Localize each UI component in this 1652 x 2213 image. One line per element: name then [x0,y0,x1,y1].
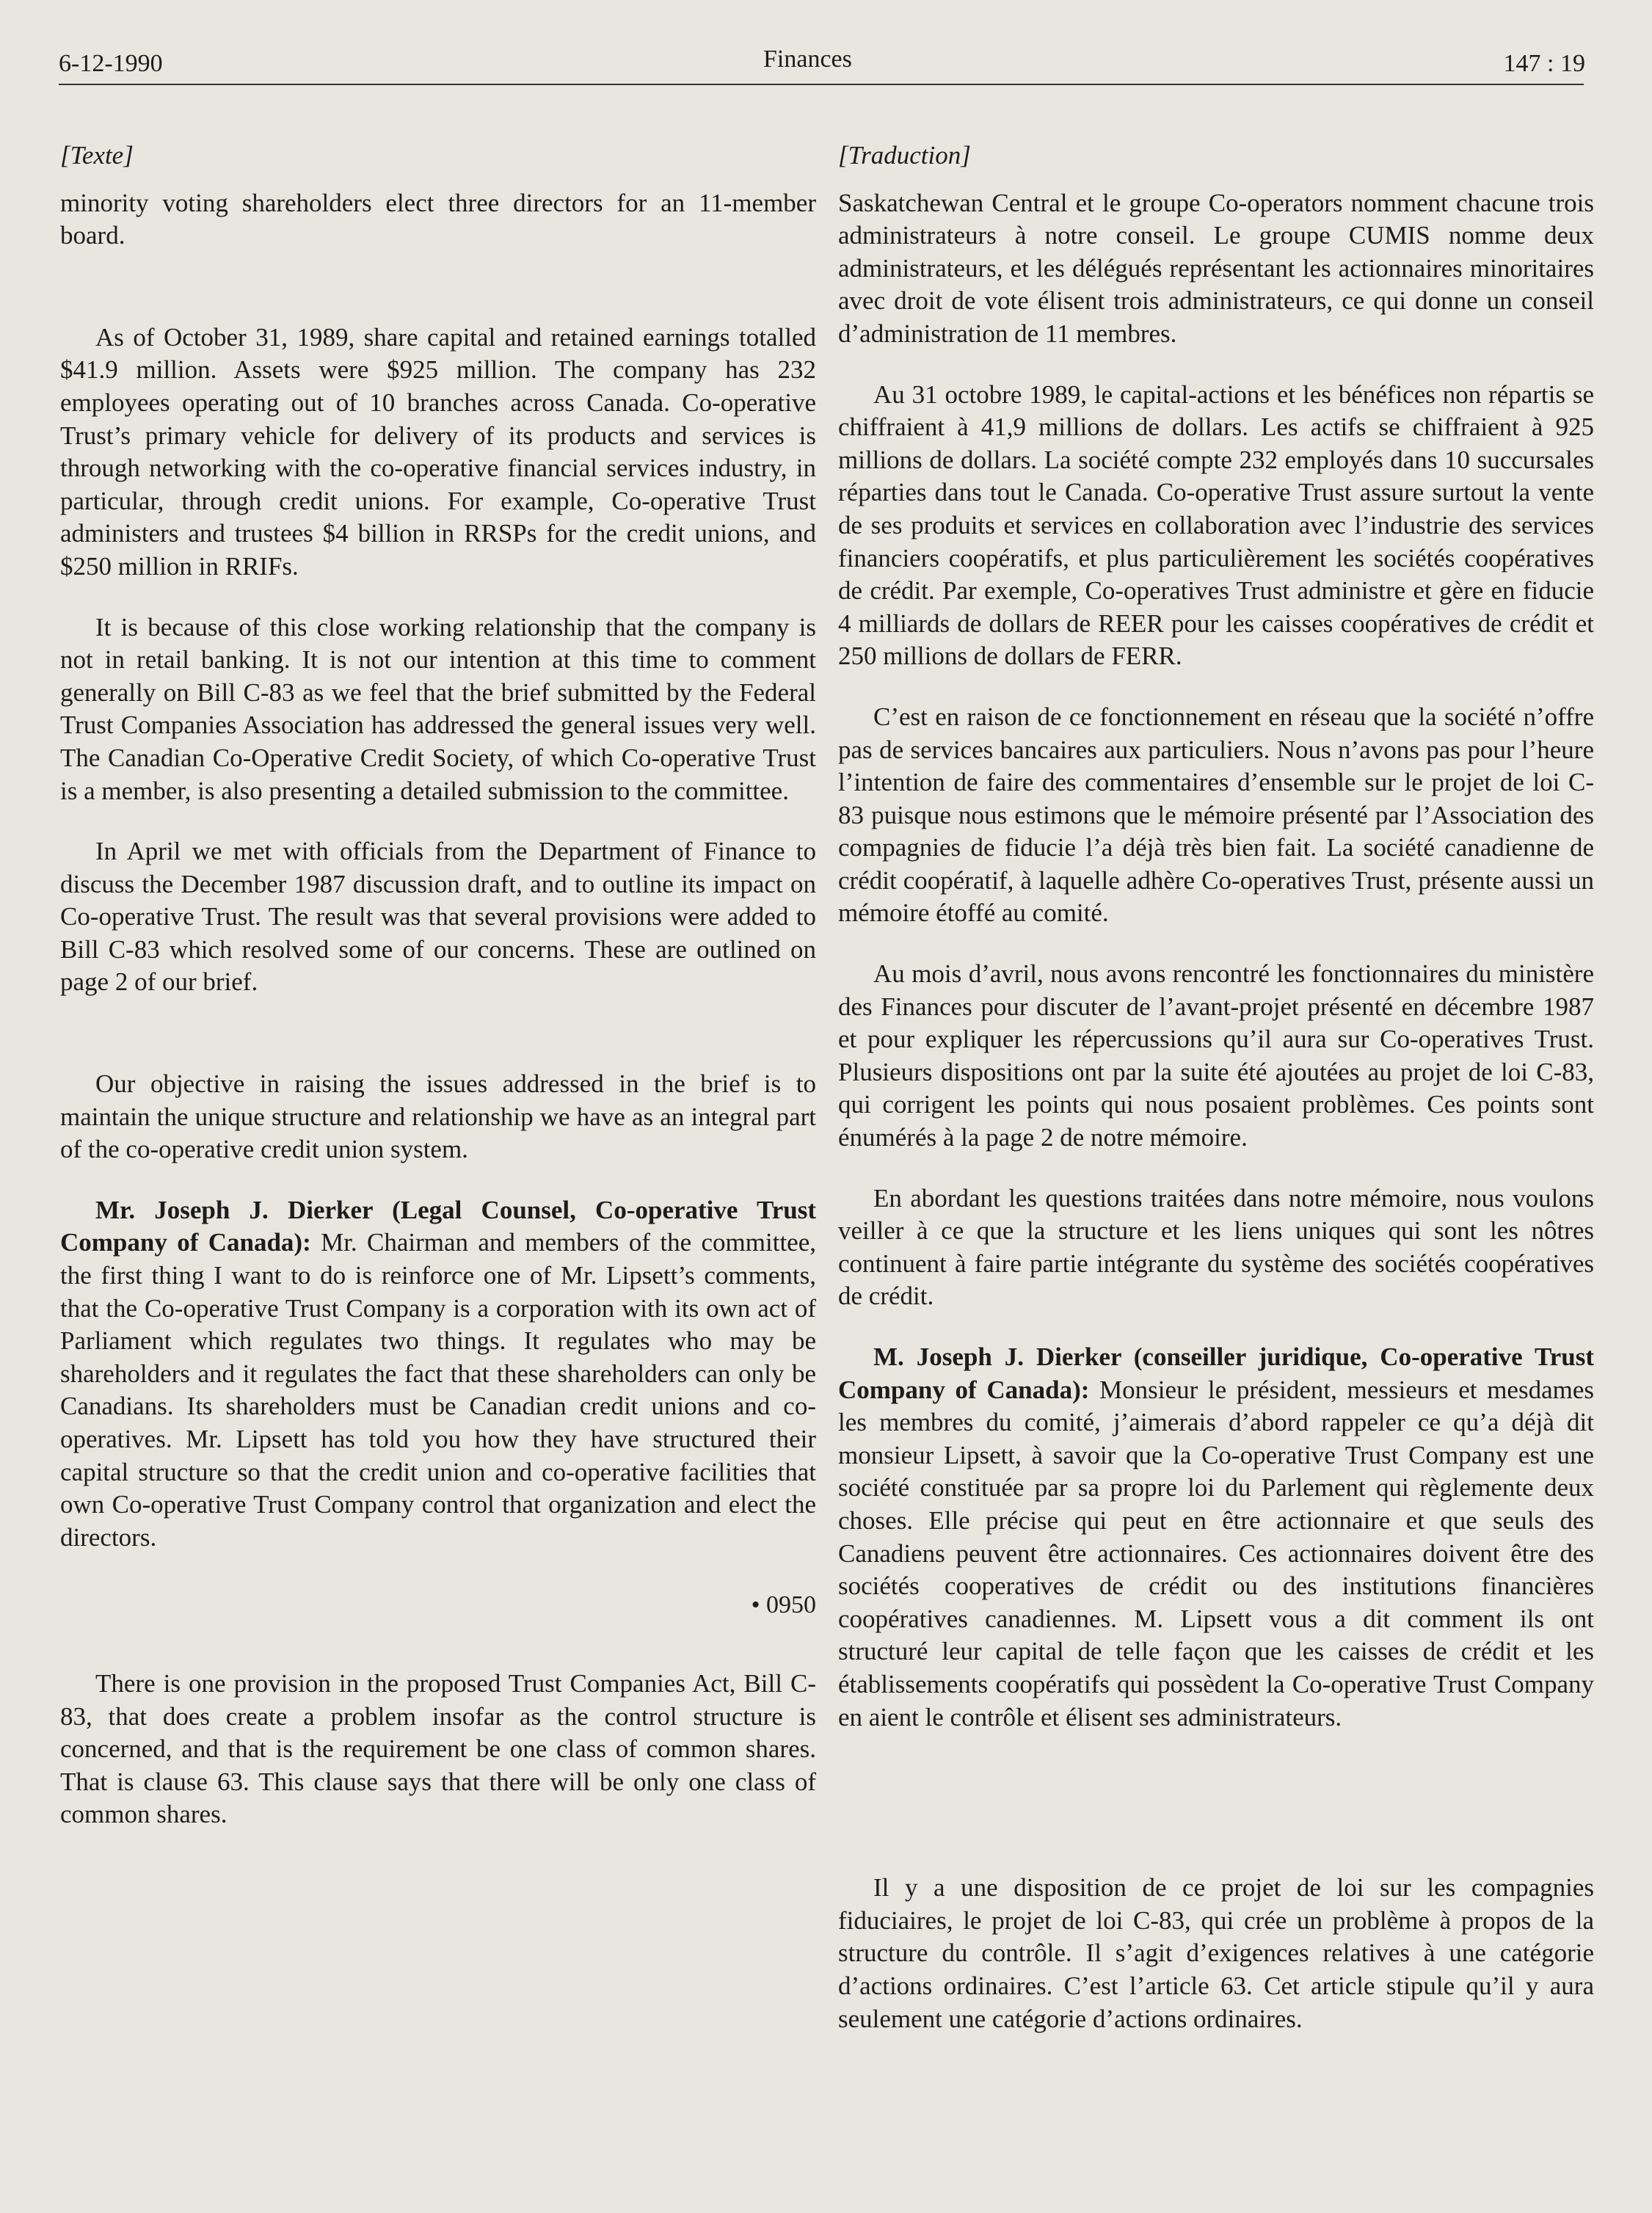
french-column [838,139,1594,2063]
french-speaker-name: M. Joseph J. Dierker (conseiller juridique, Co-operative Trust Company of Canada): [838,1342,1594,1404]
column-label-texte: [Texte] [60,141,134,170]
header-rule [59,84,1584,85]
header-page-number: 147 : 19 [1503,50,1585,77]
french-paragraph-7: Il y a une disposition de ce projet de loi sur les compagnies fiduciaires, le projet de loi C-83, qui crée un problème à propos de la structure du contrôle. Il s’agit d’exigences relatives à une catégorie d’actions ordinaires. C’est l’article 63. Cet article stipule qu’il y aura seulement une catégorie d’actions ordinaires. [838,1873,1594,2033]
english-speaker-name: Mr. Joseph J. Dierker (Legal Counsel, Co-operative Trust Company of Canada): [60,1195,816,1257]
english-paragraph-7: There is one provision in the proposed Trust Companies Act, Bill C-83, that does create a problem insofar as the control structure is concerned, and that is the requirement be one class of common shares. That is clause 63. This clause says that there will be only one class of common shares. [60,1668,816,1829]
english-paragraph-1: minority voting shareholders elect three directors for an 11-member board. [60,188,816,250]
french-paragraph-6 [838,1341,1594,1734]
french-speaker-text: Monsieur le président, messieurs et mesdames les membres du comité, j’aimerais d’abord rappeler ce qu’a déjà dit monsieur Lipsett, à savoir que la Co-operative Trust Company est une société constituée par sa propre loi du Parlement qui règlemente deux choses. Elle précise qui peut en être actionnaire et que seuls des Canadiens peuvent être actionnaires. Ces actionnaires doivent être des sociétés cooperatives de crédit ou des institutions financières coopératives canadiennes. M. Lipsett vous a dit comment ils ont structuré leur capital de telle façon que les caisses de crédit et les établissements coopératifs qui possèdent la Co-operative Trust Company en aient le contrôle et élisent ses administrateurs. [838,1375,1594,1731]
header-section-title: Finances [763,46,852,73]
header-date: 6-12-1990 [59,50,163,77]
english-paragraph-4: In April we met with officials from the Department of Finance to discuss the December 1987 discussion draft, and to outline its impact on Co-operative Trust. The result was that several provisions were added to Bill C-83 which resolved some of our concerns. These are outlined on page 2 of our brief. [60,837,816,997]
english-paragraph-2: As of October 31, 1989, share capital and retained earnings totalled $41.9 million. Assets were $925 million. The company has 232 employees operating out of 10 branches across Canada. Co-operative Trust’s primary vehicle for delivery of its products and services is through networking with the co-operative financial services industry, in particular, through credit unions. For example, Co-operative Trust administers and trustees $4 billion in RRSPs for the credit unions, and $250 million in RRIFs. [60,322,816,581]
french-paragraph-2: Au 31 octobre 1989, le capital-actions et les bénéfices non répartis se chiffraient à 41,9 millions de dollars. Les actifs se chiffraient à 925 millions de dollars. La société compte 232 employés dans 10 succursales réparties dans tout le Canada. Co-operative Trust assure surtout la vente de ses produits et services en collaboration avec l’industrie des services financiers coopératifs, et plus particulièrement les sociétés coopératives de crédit. Par exemple, Co-operatives Trust administre et gère en fiducie 4 milliards de dollars de REER pour les caisses coopératives de crédit et 250 millions de dollars de FERR. [838,379,1594,671]
french-paragraph-1: Saskatchewan Central et le groupe Co-operators nomment chacune trois administrateurs à notre conseil. Le groupe CUMIS nomme deux administrateurs, et les délégués représentant les actionnaires minoritaires avec droit de vote élisent trois administrateurs, ce qui donne un conseil d’administration de 11 membres. [838,188,1594,348]
page-header [59,46,1585,84]
french-paragraph-5: En abordant les questions traitées dans notre mémoire, nous voulons veiller à ce que la structure et les liens uniques qui sont les nôtres continuent à faire partie intégrante du système des sociétés coopératives de crédit. [838,1183,1594,1311]
french-paragraph-3: C’est en raison de ce fonctionnement en réseau que la société n’offre pas de services bancaires aux particuliers. Nous n’avons pas pour l’heure l’intention de faire des commentaires d’ensemble sur le projet de loi C-83 puisque nous estimons que le mémoire présenté par l’Association des compagnies de fiducie l’a déjà très bien fait. La société canadienne de crédit coopératif, à laquelle adhère Co-operatives Trust, présente aussi un mémoire étoffé au comité. [838,702,1594,928]
english-column [60,139,816,1859]
english-speaker-text: Mr. Chairman and members of the committee, the first thing I want to do is reinforce one of Mr. Lipsett’s comments, that the Co-operative Trust Company is a corporation with its own act of Parliament which regulates two things. It regulates who may be shareholders and it regulates the fact that these shareholders can only be Canadians. Its shareholders must be Canadian credit unions and co-operatives. Mr. Lipsett has told you how they have structured their capital structure so that the credit union and co-operative facilities that own Co-operative Trust Company control that organization and elect the directors. [60,1228,816,1552]
french-paragraph-4: Au mois d’avril, nous avons rencontré les fonctionnaires du ministère des Finances pour discuter de l’avant-projet présenté en décembre 1987 et pour expliquer les répercussions qu’il aura sur Co-operatives Trust. Plusieurs dispositions ont par la suite été ajoutées au projet de loi C-83, qui corrigent les points qui nous posaient problèmes. Ces points sont énumérés à la page 2 de notre mémoire. [838,959,1594,1152]
column-label-traduction: [Traduction] [838,141,971,170]
english-paragraph-6 [60,1194,816,1555]
english-paragraph-5: Our objective in raising the issues addressed in the brief is to maintain the unique structure and relationship we have as an integral part of the co-operative credit union system. [60,1069,816,1164]
english-paragraph-3: It is because of this close working relationship that the company is not in retail banking. It is not our intention at this time to comment generally on Bill C-83 as we feel that the brief submitted by the Federal Trust Companies Association has addressed the general issues very well. The Canadian Co-Operative Credit Society, of which Co-operative Trust is a member, is also presenting a detailed submission to the committee. [60,612,816,805]
time-marker: • 0950 [751,1591,816,1619]
